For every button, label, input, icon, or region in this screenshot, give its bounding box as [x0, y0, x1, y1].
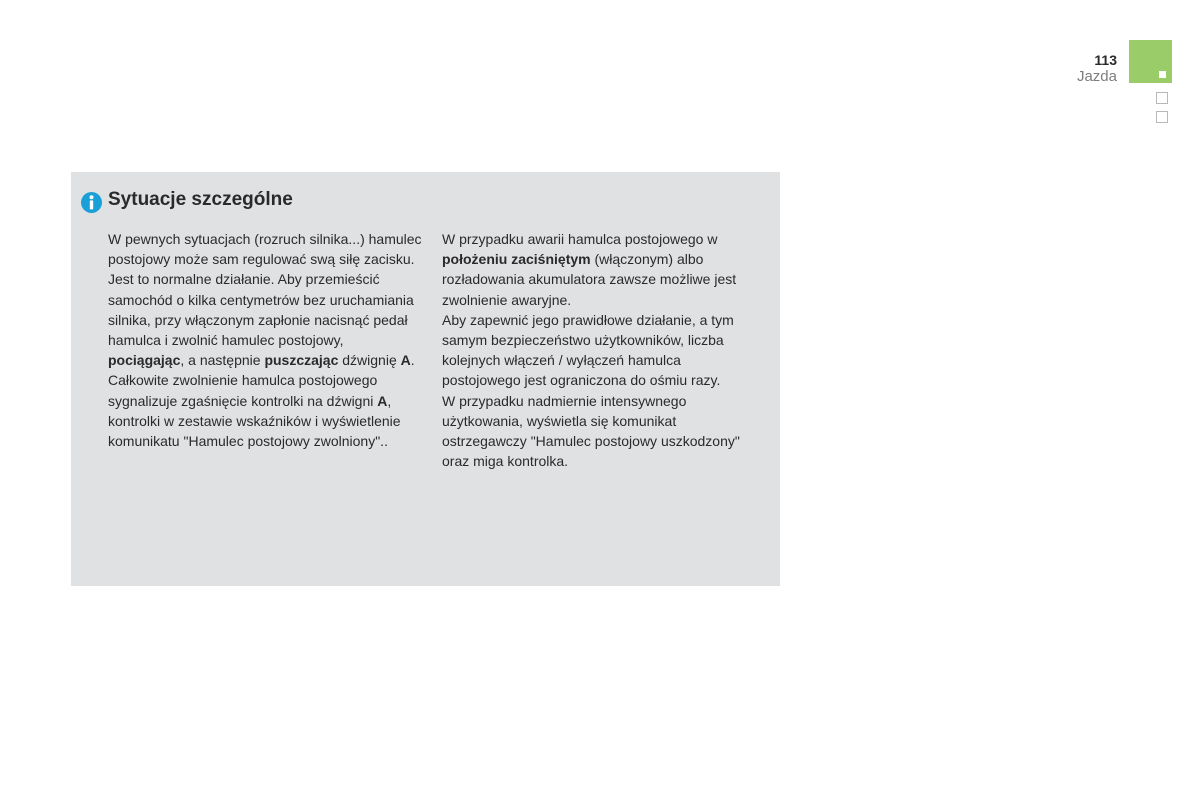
bold-text-run: A — [400, 352, 411, 369]
bold-text-run: puszczając — [264, 352, 339, 369]
bold-text-run: pociągając — [108, 352, 181, 369]
section-name: Jazda — [1076, 68, 1117, 85]
text-run: W pewnych sytuacjach (rozruch silnika...) hamulec postojowy może sam regulować swą siłę zacisku. Jest to normalne działanie. Aby przemieścić samochód o kilka centymetrów bez uruchamiania silnika, przy włączonym zapłonie nacisnąć pedał hamulca i zwolnić hamulec postojowy, — [108, 231, 422, 349]
text-run: . Całkowite zwolnienie hamulca postojowego sygnalizuje zgaśnięcie kontrolki na dźwigni — [108, 352, 415, 409]
text-run: W przypadku nadmiernie intensywnego użytkowania, wyświetla się komunikat ostrzegawczy "Hamulec postojowy uszkodzony" oraz miga kontrolka. — [442, 392, 740, 470]
bold-text-run: położeniu zaciśniętym — [442, 251, 591, 268]
page-number: 113 — [1094, 52, 1117, 68]
left-column-text — [108, 229, 423, 451]
chapter-navigation — [1129, 40, 1172, 123]
info-icon — [81, 192, 102, 213]
active-dot-icon — [1159, 71, 1166, 78]
right-column-text — [442, 229, 762, 471]
text-run: Aby zapewnić jego prawidłowe działanie, a tym samym bezpieczeństwo użytkowników, liczba kolejnych włączeń / wyłączeń hamulca postojowego jest ograniczona do ośmiu razy. — [442, 311, 734, 389]
chapter-tab-box — [1156, 92, 1168, 104]
text-run: W przypadku awarii hamulca postojowego w — [442, 231, 718, 247]
chapter-tab-active — [1129, 40, 1172, 83]
text-run: (włączonym) albo rozładowania akumulatora zawsze możliwe jest zwolnienie awaryjne. — [442, 251, 737, 308]
chapter-tab-box — [1156, 111, 1168, 123]
info-box — [71, 172, 780, 586]
text-run: , a następnie — [180, 352, 265, 369]
box-title: Sytuacje szczególne — [108, 189, 293, 210]
text-run: dźwignię — [338, 352, 401, 369]
bold-text-run: A — [377, 392, 388, 409]
page-header — [1077, 52, 1117, 86]
text-run: , kontrolki w zestawie wskaźników i wyświetlenie komunikatu "Hamulec postojowy zwolniony".. — [108, 392, 401, 450]
